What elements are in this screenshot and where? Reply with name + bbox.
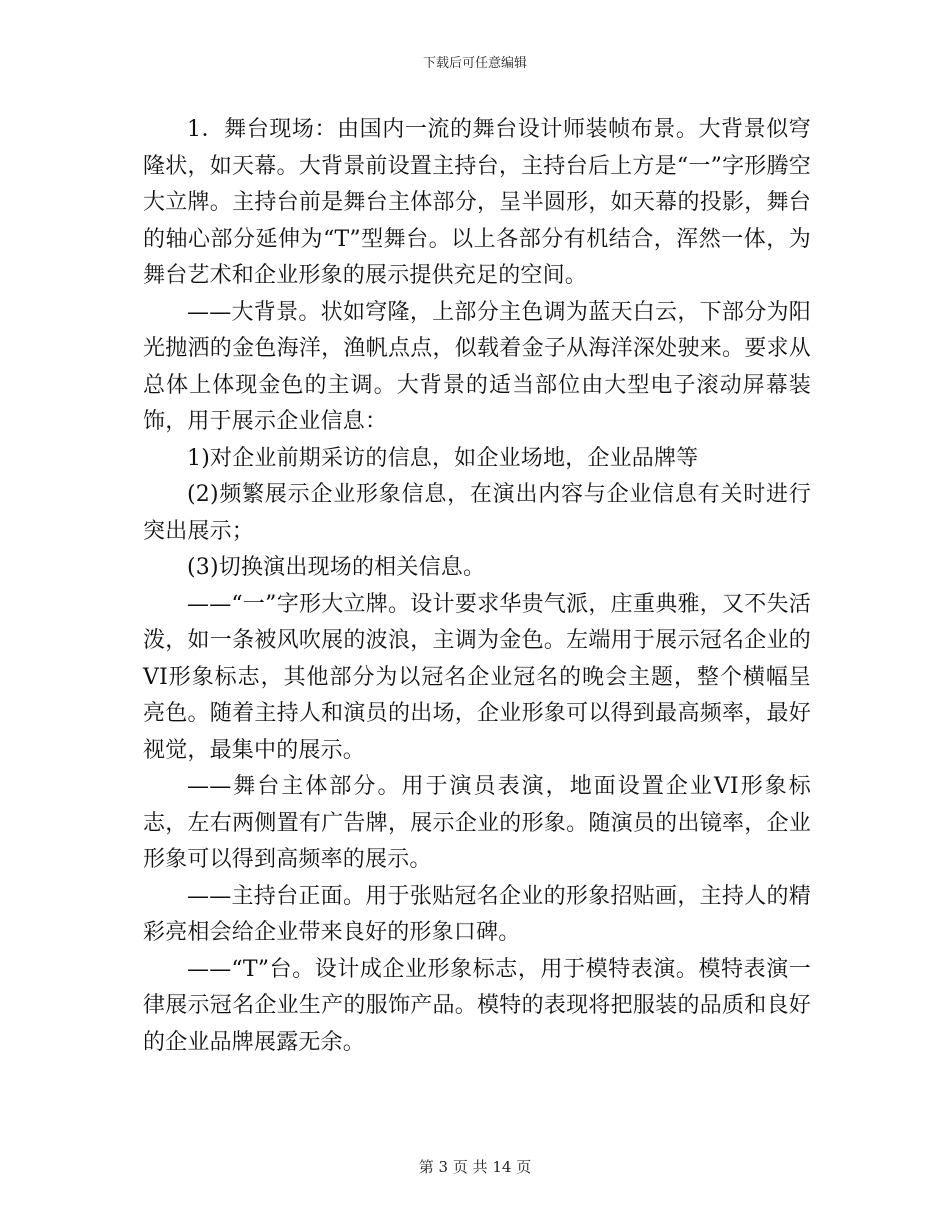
paragraph-stage-overview: 1．舞台现场：由国内一流的舞台设计师装帧布景。大背景似穹隆状，如天幕。大背景前设置主持台，主持台后上方是“一”字形腾空大立牌。主持台前是舞台主体部分，呈半圆形，如天幕的投影，舞台的轴心部分延伸为“T”型舞台。以上各部分有机结合，浑然一体，为舞台艺术和企业形象的展示提供充足的空间。: [143, 117, 811, 288]
paragraph-banner: ——“一”字形大立牌。设计要求华贵气派，庄重典雅，又不失活泼，如一条被风吹展的波浪，主调为金色。左端用于展示冠名企业的VI形象标志，其他部分为以冠名企业冠名的晚会主题，整个横幅呈亮色。随着主持人和演员的出场，企业形象可以得到最高频率，最好视觉，最集中的展示。: [143, 591, 811, 763]
paragraph-background: ——大背景。状如穹隆，上部分主色调为蓝天白云，下部分为阳光抛洒的金色海洋，渔帆点点，似载着金子从海洋深处驶来。要求从总体上体现金色的主调。大背景的适当部位由大型电子滚动屏幕装饰，用于展示企业信息：: [143, 299, 811, 434]
paragraph-t-stage: ——“T”台。设计成企业形象标志，用于模特表演。模特表演一律展示冠名企业生产的服饰产品。模特的表现将把服装的品质和良好的企业品牌展露无余。: [143, 956, 811, 1055]
list-item-switch-info: (3)切换演出现场的相关信息。: [187, 555, 486, 580]
page-number: 第 3 页 共 14 页: [418, 1158, 532, 1176]
list-item-frequent-display: (2)频繁展示企业形象信息，在演出内容与企业信息有关时进行突出展示；: [143, 482, 811, 544]
paragraph-host-podium: ——主持台正面。用于张贴冠名企业的形象招贴画，主持人的精彩亮相会给企业带来良好的形象口碑。: [143, 883, 811, 945]
page-header-note: 下载后可任意编辑: [422, 56, 527, 71]
list-item-interview-info: 1)对企业前期采访的信息，如企业场地，企业品牌等: [187, 445, 699, 471]
paragraph-main-stage: ——舞台主体部分。用于演员表演，地面设置企业VI形象标志，左右两侧置有广告牌，展示企业的形象。随演员的出镜率，企业形象可以得到高频率的展示。: [143, 774, 811, 872]
document-body: [143, 112, 811, 1061]
